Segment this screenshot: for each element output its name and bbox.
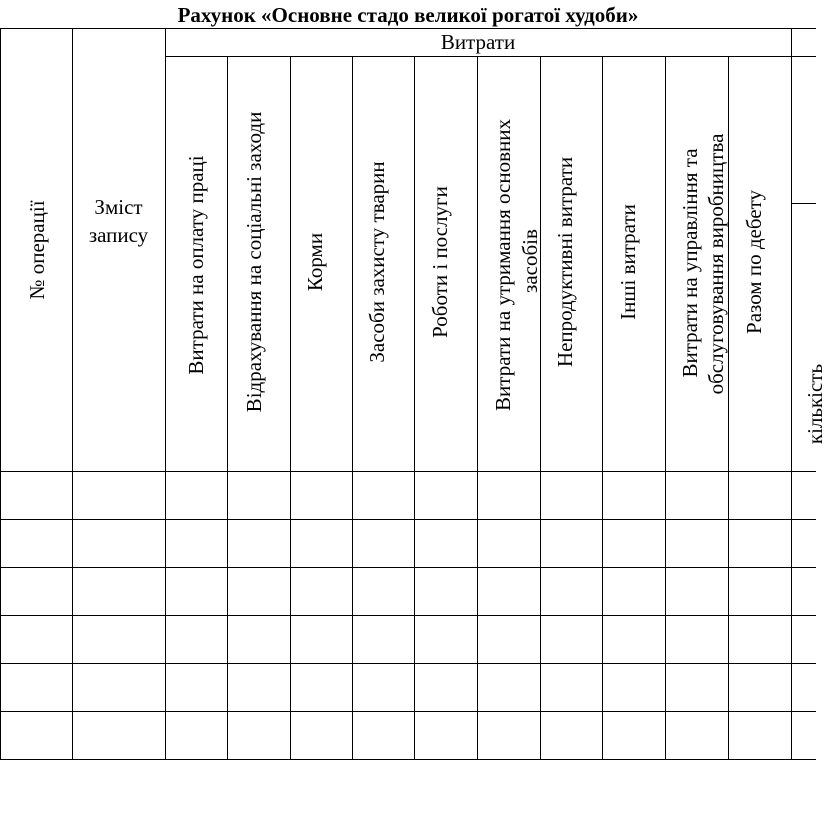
table-cell-r3-c4[interactable] [228, 568, 290, 615]
table-cell-r5-c3[interactable] [166, 664, 227, 711]
table-cell-r6-c11[interactable] [666, 712, 728, 759]
table-cell-r3-c8[interactable] [478, 568, 540, 615]
table-cell-r6-c12[interactable] [729, 712, 791, 759]
table-cell-r6-c6[interactable] [353, 712, 414, 759]
table-cell-r1-c3[interactable] [166, 472, 227, 519]
table-cell-r2-c9[interactable] [541, 520, 602, 567]
table-cell-r6-c3[interactable] [166, 712, 227, 759]
table-cell-r4-c13[interactable] [792, 616, 816, 663]
expenses-group-bottom-border [165, 56, 816, 57]
table-cell-r2-c11[interactable] [666, 520, 728, 567]
table-cell-r5-c9[interactable] [541, 664, 602, 711]
header-col-works-services: Роботи і послуги [428, 186, 452, 338]
table-cell-r2-c6[interactable] [353, 520, 414, 567]
table-cell-r6-c9[interactable] [541, 712, 602, 759]
table-cell-r3-c1[interactable] [1, 568, 72, 615]
table-cell-r4-c3[interactable] [166, 616, 227, 663]
table-cell-r5-c13[interactable] [792, 664, 816, 711]
table-cell-r5-c10[interactable] [603, 664, 665, 711]
table-cell-r4-c4[interactable] [228, 616, 290, 663]
table-cell-r5-c11[interactable] [666, 664, 728, 711]
table-cell-r1-c11[interactable] [666, 472, 728, 519]
header-col-fixed-assets-line1: Витрати на утримання основних [491, 119, 515, 411]
header-col-management-line2: обслуговування виробництва [704, 133, 728, 395]
header-col-management-line1: Витрати на управління та [678, 148, 702, 378]
table-cell-r5-c2[interactable] [73, 664, 165, 711]
table-cell-r1-c5[interactable] [291, 472, 352, 519]
table-cell-r4-c6[interactable] [353, 616, 414, 663]
table-cell-r2-c7[interactable] [415, 520, 477, 567]
table-cell-r2-c10[interactable] [603, 520, 665, 567]
table-cell-r2-c8[interactable] [478, 520, 540, 567]
document-title: Рахунок «Основне стадо великої рогатої худоби» [177, 3, 639, 27]
table-cell-r2-c1[interactable] [1, 520, 72, 567]
table-bottom-border [0, 759, 816, 760]
table-cell-r6-c10[interactable] [603, 712, 665, 759]
table-cell-r3-c6[interactable] [353, 568, 414, 615]
table-cell-r1-c2[interactable] [73, 472, 165, 519]
header-col-quantity: кількість [803, 363, 827, 445]
header-col-labor-costs: Витрати на оплату праці [184, 155, 208, 375]
table-cell-r2-c4[interactable] [228, 520, 290, 567]
header-col-fixed-assets-line2: засобів [518, 229, 542, 293]
table-cell-r4-c11[interactable] [666, 616, 728, 663]
table-cell-r3-c7[interactable] [415, 568, 477, 615]
table-cell-r3-c5[interactable] [291, 568, 352, 615]
table-cell-r6-c5[interactable] [291, 712, 352, 759]
table-cell-r3-c2[interactable] [73, 568, 165, 615]
header-col-animal-protection: Засоби захисту тварин [365, 161, 389, 363]
table-cell-r5-c1[interactable] [1, 664, 72, 711]
table-cell-r1-c4[interactable] [228, 472, 290, 519]
header-expenses-group: Витрати [440, 30, 516, 54]
table-cell-r6-c1[interactable] [1, 712, 72, 759]
table-cell-r3-c12[interactable] [729, 568, 791, 615]
table-cell-r1-c10[interactable] [603, 472, 665, 519]
table-cell-r4-c8[interactable] [478, 616, 540, 663]
table-cell-r5-c8[interactable] [478, 664, 540, 711]
table-cell-r1-c6[interactable] [353, 472, 414, 519]
table-cell-r6-c2[interactable] [73, 712, 165, 759]
header-operation-no: № операції [25, 200, 49, 300]
header-col-other: Інші витрати [616, 204, 640, 320]
table-cell-r1-c9[interactable] [541, 472, 602, 519]
table-cell-r3-c3[interactable] [166, 568, 227, 615]
table-cell-r4-c12[interactable] [729, 616, 791, 663]
table-cell-r2-c5[interactable] [291, 520, 352, 567]
table-cell-r4-c5[interactable] [291, 616, 352, 663]
header-entry-content-line2: запису [88, 223, 149, 247]
table-cell-r2-c12[interactable] [729, 520, 791, 567]
table-cell-r2-c13[interactable] [792, 520, 816, 567]
table-cell-r6-c8[interactable] [478, 712, 540, 759]
table-cell-r5-c4[interactable] [228, 664, 290, 711]
table-cell-r3-c9[interactable] [541, 568, 602, 615]
header-col-social-contributions: Відрахування на соціальні заходи [242, 111, 266, 413]
table-cell-r2-c3[interactable] [166, 520, 227, 567]
header-col-total-debit: Разом по дебету [742, 190, 766, 334]
table-cell-r5-c5[interactable] [291, 664, 352, 711]
table-cell-r6-c13[interactable] [792, 712, 816, 759]
table-cell-r1-c12[interactable] [729, 472, 791, 519]
table-cell-r4-c9[interactable] [541, 616, 602, 663]
table-cell-r3-c11[interactable] [666, 568, 728, 615]
header-col-unproductive: Непродуктивні витрати [553, 156, 577, 368]
table-cell-r3-c10[interactable] [603, 568, 665, 615]
table-cell-r5-c7[interactable] [415, 664, 477, 711]
table-cell-r6-c7[interactable] [415, 712, 477, 759]
table-cell-r1-c13[interactable] [792, 472, 816, 519]
table-cell-r4-c1[interactable] [1, 616, 72, 663]
table-cell-r4-c10[interactable] [603, 616, 665, 663]
table-cell-r5-c6[interactable] [353, 664, 414, 711]
table-cell-r1-c8[interactable] [478, 472, 540, 519]
table-cell-r1-c7[interactable] [415, 472, 477, 519]
header-col-feed: Корми [303, 232, 327, 292]
table-cell-r1-c1[interactable] [1, 472, 72, 519]
table-top-border [0, 28, 816, 29]
table-cell-r4-c2[interactable] [73, 616, 165, 663]
header-entry-content-line1: Зміст [94, 195, 143, 219]
table-cell-r4-c7[interactable] [415, 616, 477, 663]
header-cut-off-clip [792, 204, 827, 470]
table-cell-r3-c13[interactable] [792, 568, 816, 615]
table-cell-r2-c2[interactable] [73, 520, 165, 567]
table-cell-r6-c4[interactable] [228, 712, 290, 759]
table-cell-r5-c12[interactable] [729, 664, 791, 711]
